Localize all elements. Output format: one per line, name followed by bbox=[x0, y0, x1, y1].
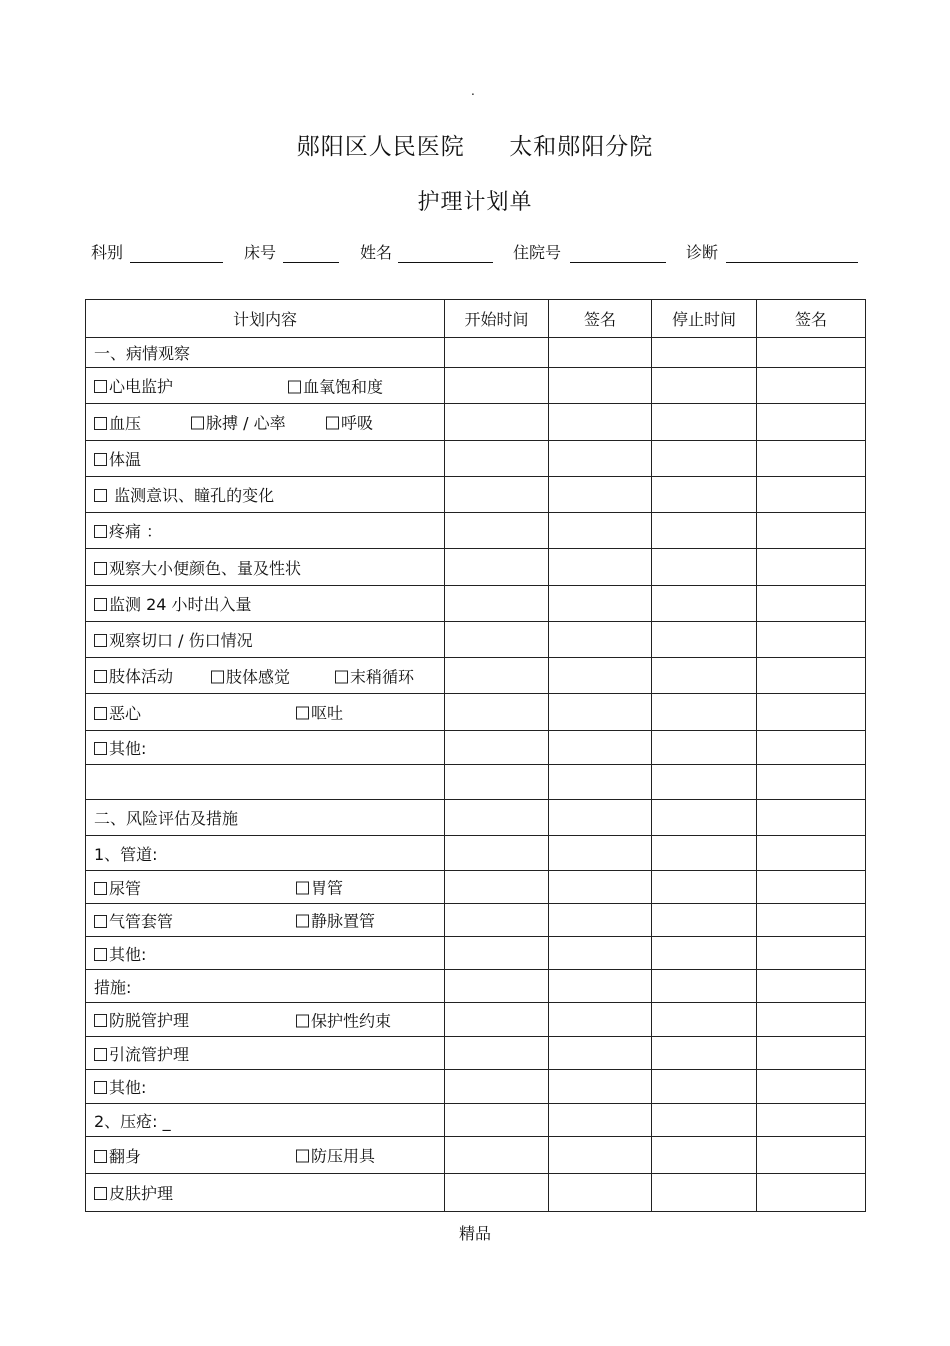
table-row bbox=[86, 658, 866, 694]
col-header-start-time: 开始时间 bbox=[445, 300, 549, 338]
checkbox-icon[interactable] bbox=[288, 380, 301, 393]
signature-cell-2[interactable] bbox=[757, 658, 866, 694]
signature-cell[interactable] bbox=[549, 937, 652, 970]
checkbox-option[interactable] bbox=[94, 519, 162, 542]
stop-time-cell[interactable] bbox=[652, 694, 757, 731]
table-header-row bbox=[86, 300, 866, 338]
top-dot-mark: . bbox=[471, 84, 475, 98]
signature-cell[interactable] bbox=[549, 1137, 652, 1174]
signature-cell-2[interactable] bbox=[757, 622, 866, 658]
start-time-cell[interactable] bbox=[445, 477, 549, 513]
signature-cell[interactable] bbox=[549, 765, 652, 800]
field-label-diagnosis: 诊断 bbox=[686, 243, 719, 262]
plan-content-cell bbox=[86, 871, 445, 904]
signature-cell[interactable] bbox=[549, 658, 652, 694]
signature-cell[interactable] bbox=[549, 1070, 652, 1104]
table-row bbox=[86, 1104, 866, 1137]
signature-cell-2[interactable] bbox=[757, 549, 866, 586]
plan-content-cell bbox=[86, 1070, 445, 1104]
checkbox-icon[interactable] bbox=[94, 915, 107, 928]
plan-content-cell bbox=[86, 441, 445, 477]
signature-cell[interactable] bbox=[549, 549, 652, 586]
signature-cell[interactable] bbox=[549, 368, 652, 404]
plan-content-cell bbox=[86, 904, 445, 937]
checkbox-label: 皮肤护理 bbox=[109, 1184, 174, 1203]
checkbox-icon[interactable] bbox=[296, 915, 309, 928]
checkbox-label: 其他: bbox=[109, 944, 147, 964]
plan-content-cell bbox=[86, 658, 445, 694]
table-row bbox=[86, 871, 866, 904]
plan-content-cell bbox=[86, 338, 445, 368]
start-time-cell[interactable] bbox=[445, 1037, 549, 1070]
checkbox-label: 体温 bbox=[109, 450, 142, 469]
checkbox-label: 防脱管护理 bbox=[109, 1011, 190, 1030]
col-header-plan-content: 计划内容 bbox=[86, 300, 445, 338]
checkbox-option[interactable] bbox=[94, 736, 146, 759]
start-time-cell[interactable] bbox=[445, 1137, 549, 1174]
start-time-cell[interactable] bbox=[445, 871, 549, 904]
signature-cell[interactable] bbox=[549, 1104, 652, 1137]
stop-time-cell[interactable] bbox=[652, 1037, 757, 1070]
field-label-admission-no: 住院号 bbox=[513, 243, 562, 262]
start-time-cell[interactable] bbox=[445, 765, 549, 800]
table-row bbox=[86, 338, 866, 368]
signature-cell-2[interactable] bbox=[757, 731, 866, 765]
stop-time-cell[interactable] bbox=[652, 871, 757, 904]
signature-cell-2[interactable] bbox=[757, 586, 866, 622]
form-title: 护理计划单 bbox=[417, 190, 533, 215]
start-time-cell[interactable] bbox=[445, 1003, 549, 1037]
start-time-cell[interactable] bbox=[445, 904, 549, 937]
name-blank[interactable] bbox=[398, 262, 493, 263]
plan-content-cell bbox=[86, 404, 445, 441]
signature-cell-2[interactable] bbox=[757, 477, 866, 513]
stop-time-cell[interactable] bbox=[652, 970, 757, 1003]
signature-cell[interactable] bbox=[549, 836, 652, 871]
checkbox-label: 翻身 bbox=[109, 1146, 142, 1166]
checkbox-label: 防压用具 bbox=[311, 1146, 376, 1166]
stop-time-cell[interactable] bbox=[652, 477, 757, 513]
checkbox-label: 呕吐 bbox=[311, 703, 344, 723]
footer-text: 精品 bbox=[458, 1224, 491, 1243]
checkbox-icon[interactable] bbox=[335, 670, 348, 683]
signature-cell-2[interactable] bbox=[757, 513, 866, 549]
checkbox-icon[interactable] bbox=[94, 417, 107, 430]
start-time-cell[interactable] bbox=[445, 1070, 549, 1104]
table-row bbox=[86, 622, 866, 658]
table-row bbox=[86, 836, 866, 871]
stop-time-cell[interactable] bbox=[652, 1003, 757, 1037]
checkbox-label: 气管套管 bbox=[109, 911, 174, 931]
checkbox-icon[interactable] bbox=[94, 948, 107, 961]
signature-cell[interactable] bbox=[549, 694, 652, 731]
col-header-signature: 签名 bbox=[549, 300, 652, 338]
signature-cell-2[interactable] bbox=[757, 1174, 866, 1212]
start-time-cell[interactable] bbox=[445, 731, 549, 765]
start-time-cell[interactable] bbox=[445, 836, 549, 871]
table-row bbox=[86, 1137, 866, 1174]
stop-time-cell[interactable] bbox=[652, 731, 757, 765]
checkbox-icon[interactable] bbox=[94, 380, 107, 393]
signature-cell[interactable] bbox=[549, 586, 652, 622]
checkbox-option[interactable] bbox=[94, 876, 141, 899]
checkbox-icon[interactable] bbox=[94, 1150, 107, 1163]
checkbox-icon[interactable] bbox=[296, 1014, 309, 1027]
checkbox-option[interactable] bbox=[296, 1008, 391, 1031]
checkbox-label: 其他: bbox=[109, 739, 147, 758]
checkbox-icon[interactable] bbox=[94, 525, 107, 538]
checkbox-option[interactable] bbox=[296, 701, 343, 724]
signature-cell-2[interactable] bbox=[757, 800, 866, 836]
checkbox-option[interactable] bbox=[94, 374, 173, 397]
stop-time-cell[interactable] bbox=[652, 1104, 757, 1137]
table-row bbox=[86, 586, 866, 622]
checkbox-icon[interactable] bbox=[94, 707, 107, 720]
department-blank[interactable] bbox=[130, 262, 223, 263]
bed-blank[interactable] bbox=[283, 262, 339, 263]
checkbox-icon[interactable] bbox=[94, 1048, 107, 1061]
checkbox-option[interactable] bbox=[94, 1075, 146, 1098]
start-time-cell[interactable] bbox=[445, 937, 549, 970]
signature-cell-2[interactable] bbox=[757, 836, 866, 871]
start-time-cell[interactable] bbox=[445, 1174, 549, 1212]
start-time-cell[interactable] bbox=[445, 368, 549, 404]
field-label-bed: 床号 bbox=[244, 243, 277, 262]
signature-cell[interactable] bbox=[549, 1174, 652, 1212]
plan-content-cell bbox=[86, 1174, 445, 1212]
stop-time-cell[interactable] bbox=[652, 937, 757, 970]
checkbox-icon[interactable] bbox=[211, 670, 224, 683]
plan-content-cell bbox=[86, 970, 445, 1003]
checkbox-label: 尿管 bbox=[109, 878, 142, 898]
checkbox-icon[interactable] bbox=[94, 562, 107, 575]
table-row bbox=[86, 404, 866, 441]
diagnosis-blank[interactable] bbox=[726, 262, 858, 263]
signature-cell-2[interactable] bbox=[757, 904, 866, 937]
signature-cell[interactable] bbox=[549, 441, 652, 477]
checkbox-option[interactable] bbox=[335, 664, 414, 687]
signature-cell[interactable] bbox=[549, 1003, 652, 1037]
table-row bbox=[86, 549, 866, 586]
checkbox-option[interactable] bbox=[94, 942, 146, 965]
signature-cell-2[interactable] bbox=[757, 1070, 866, 1104]
start-time-cell[interactable] bbox=[445, 694, 549, 731]
hospital-title: 郧阳区人民医院 太和郧阳分院 bbox=[296, 134, 654, 160]
plan-content-cell bbox=[86, 622, 445, 658]
checkbox-icon[interactable] bbox=[94, 1187, 107, 1200]
plan-content-cell bbox=[86, 368, 445, 404]
signature-cell-2[interactable] bbox=[757, 1003, 866, 1037]
checkbox-icon[interactable] bbox=[296, 707, 309, 720]
checkbox-label: 脉搏 / 心率 bbox=[206, 413, 286, 433]
checkbox-option[interactable] bbox=[94, 1042, 189, 1065]
start-time-cell[interactable] bbox=[445, 441, 549, 477]
start-time-cell[interactable] bbox=[445, 549, 549, 586]
section-label: 2、压疮: _ bbox=[94, 1111, 171, 1131]
stop-time-cell[interactable] bbox=[652, 765, 757, 800]
signature-cell-2[interactable] bbox=[757, 970, 866, 1003]
table-row bbox=[86, 477, 866, 513]
signature-cell-2[interactable] bbox=[757, 441, 866, 477]
section-label: 二、风险评估及措施 bbox=[94, 809, 239, 828]
plan-content-cell bbox=[86, 1104, 445, 1137]
stop-time-cell[interactable] bbox=[652, 622, 757, 658]
signature-cell-2[interactable] bbox=[757, 871, 866, 904]
signature-cell-2[interactable] bbox=[757, 1104, 866, 1137]
stop-time-cell[interactable] bbox=[652, 441, 757, 477]
signature-cell[interactable] bbox=[549, 622, 652, 658]
start-time-cell[interactable] bbox=[445, 622, 549, 658]
stop-time-cell[interactable] bbox=[652, 549, 757, 586]
table-row bbox=[86, 1003, 866, 1037]
stop-time-cell[interactable] bbox=[652, 800, 757, 836]
signature-cell[interactable] bbox=[549, 904, 652, 937]
checkbox-option[interactable] bbox=[296, 909, 375, 932]
plan-content-cell bbox=[86, 694, 445, 731]
plan-content-cell bbox=[86, 765, 445, 800]
plan-content-cell bbox=[86, 549, 445, 586]
signature-cell[interactable] bbox=[549, 477, 652, 513]
checkbox-option[interactable] bbox=[288, 374, 383, 397]
stop-time-cell[interactable] bbox=[652, 338, 757, 368]
checkbox-option[interactable] bbox=[94, 701, 141, 724]
plan-content-cell bbox=[86, 836, 445, 871]
signature-cell-2[interactable] bbox=[757, 404, 866, 441]
signature-cell[interactable] bbox=[549, 800, 652, 836]
section-label: 1、管道: bbox=[94, 844, 158, 864]
checkbox-label: 静脉置管 bbox=[311, 911, 376, 931]
stop-time-cell[interactable] bbox=[652, 368, 757, 404]
signature-cell-2[interactable] bbox=[757, 694, 866, 731]
table-row bbox=[86, 513, 866, 549]
checkbox-option[interactable] bbox=[94, 592, 252, 615]
checkbox-option[interactable] bbox=[94, 556, 301, 579]
checkbox-icon[interactable] bbox=[296, 1150, 309, 1163]
checkbox-label: 其他: bbox=[109, 1078, 147, 1097]
plan-content-cell bbox=[86, 477, 445, 513]
checkbox-option[interactable] bbox=[94, 447, 141, 470]
table-row bbox=[86, 441, 866, 477]
table-row bbox=[86, 1070, 866, 1104]
checkbox-icon[interactable] bbox=[94, 598, 107, 611]
checkbox-icon[interactable] bbox=[94, 489, 107, 502]
checkbox-label: 血氧饱和度 bbox=[303, 377, 384, 396]
col-header-signature-2: 签名 bbox=[757, 300, 866, 338]
plan-content-cell bbox=[86, 1037, 445, 1070]
checkbox-icon[interactable] bbox=[94, 882, 107, 895]
field-label-name: 姓名 bbox=[360, 243, 393, 262]
table-row bbox=[86, 1174, 866, 1212]
table-row bbox=[86, 765, 866, 800]
start-time-cell[interactable] bbox=[445, 586, 549, 622]
start-time-cell[interactable] bbox=[445, 658, 549, 694]
signature-cell[interactable] bbox=[549, 404, 652, 441]
stop-time-cell[interactable] bbox=[652, 586, 757, 622]
checkbox-icon[interactable] bbox=[94, 634, 107, 647]
checkbox-label: 心电监护 bbox=[109, 377, 174, 396]
checkbox-option[interactable] bbox=[211, 664, 290, 687]
checkbox-icon[interactable] bbox=[326, 417, 339, 430]
table-row bbox=[86, 937, 866, 970]
checkbox-option[interactable] bbox=[94, 1144, 141, 1167]
checkbox-label: 恶心 bbox=[109, 703, 142, 723]
signature-cell-2[interactable] bbox=[757, 368, 866, 404]
checkbox-option[interactable] bbox=[296, 876, 343, 899]
stop-time-cell[interactable] bbox=[652, 513, 757, 549]
checkbox-option[interactable] bbox=[94, 483, 274, 506]
checkbox-option[interactable] bbox=[94, 1181, 173, 1204]
checkbox-label: 观察切口 / 伤口情况 bbox=[109, 631, 253, 650]
stop-time-cell[interactable] bbox=[652, 658, 757, 694]
checkbox-icon[interactable] bbox=[191, 417, 204, 430]
section-label: 措施: bbox=[94, 977, 132, 997]
checkbox-option[interactable] bbox=[296, 1144, 375, 1167]
checkbox-option[interactable] bbox=[326, 411, 373, 434]
checkbox-label: 胃管 bbox=[311, 878, 344, 898]
start-time-cell[interactable] bbox=[445, 404, 549, 441]
stop-time-cell[interactable] bbox=[652, 904, 757, 937]
checkbox-label: 引流管护理 bbox=[109, 1044, 190, 1064]
checkbox-label: 血压 bbox=[109, 413, 142, 433]
plan-content-cell bbox=[86, 1003, 445, 1037]
checkbox-label: 监测 24 小时出入量 bbox=[109, 595, 252, 614]
plan-content-cell bbox=[86, 800, 445, 836]
signature-cell[interactable] bbox=[549, 1037, 652, 1070]
checkbox-label: 监测意识、瞳孔的变化 bbox=[109, 486, 275, 505]
plan-content-cell bbox=[86, 586, 445, 622]
table-row bbox=[86, 800, 866, 836]
checkbox-option[interactable] bbox=[94, 909, 173, 932]
signature-cell[interactable] bbox=[549, 338, 652, 368]
table-row bbox=[86, 694, 866, 731]
plan-content-cell bbox=[86, 513, 445, 549]
table-row bbox=[86, 731, 866, 765]
start-time-cell[interactable] bbox=[445, 970, 549, 1003]
signature-cell-2[interactable] bbox=[757, 937, 866, 970]
signature-cell[interactable] bbox=[549, 731, 652, 765]
stop-time-cell[interactable] bbox=[652, 404, 757, 441]
signature-cell[interactable] bbox=[549, 970, 652, 1003]
checkbox-label: 呼吸 bbox=[341, 413, 374, 433]
checkbox-icon[interactable] bbox=[94, 1081, 107, 1094]
checkbox-label: 肢体感觉 bbox=[226, 667, 291, 686]
table-row bbox=[86, 1037, 866, 1070]
field-label-department: 科别 bbox=[91, 243, 124, 262]
start-time-cell[interactable] bbox=[445, 513, 549, 549]
checkbox-icon[interactable] bbox=[94, 742, 107, 755]
table-row bbox=[86, 368, 866, 404]
stop-time-cell[interactable] bbox=[652, 836, 757, 871]
signature-cell-2[interactable] bbox=[757, 765, 866, 800]
checkbox-label: 肢体活动 bbox=[109, 667, 174, 686]
checkbox-label: 疼痛 ： bbox=[109, 522, 163, 541]
nursing-plan-table bbox=[85, 299, 866, 1212]
checkbox-icon[interactable] bbox=[94, 1014, 107, 1027]
plan-content-cell bbox=[86, 937, 445, 970]
checkbox-icon[interactable] bbox=[94, 670, 107, 683]
table-row bbox=[86, 904, 866, 937]
checkbox-option[interactable] bbox=[94, 664, 173, 687]
signature-cell-2[interactable] bbox=[757, 1137, 866, 1174]
checkbox-option[interactable] bbox=[94, 628, 253, 651]
signature-cell-2[interactable] bbox=[757, 338, 866, 368]
checkbox-option[interactable] bbox=[94, 411, 141, 434]
stop-time-cell[interactable] bbox=[652, 1070, 757, 1104]
checkbox-label: 观察大小便颜色、量及性状 bbox=[109, 558, 302, 578]
start-time-cell[interactable] bbox=[445, 1104, 549, 1137]
signature-cell-2[interactable] bbox=[757, 1037, 866, 1070]
col-header-stop-time: 停止时间 bbox=[652, 300, 757, 338]
checkbox-icon[interactable] bbox=[94, 453, 107, 466]
plan-content-cell bbox=[86, 731, 445, 765]
checkbox-option[interactable] bbox=[94, 1008, 189, 1031]
plan-content-cell bbox=[86, 1137, 445, 1174]
stop-time-cell[interactable] bbox=[652, 1174, 757, 1212]
checkbox-icon[interactable] bbox=[296, 882, 309, 895]
checkbox-label: 末稍循环 bbox=[350, 667, 415, 686]
stop-time-cell[interactable] bbox=[652, 1137, 757, 1174]
signature-cell[interactable] bbox=[549, 871, 652, 904]
signature-cell[interactable] bbox=[549, 513, 652, 549]
start-time-cell[interactable] bbox=[445, 800, 549, 836]
start-time-cell[interactable] bbox=[445, 338, 549, 368]
table-row bbox=[86, 970, 866, 1003]
admission-no-blank[interactable] bbox=[570, 262, 666, 263]
checkbox-label: 保护性约束 bbox=[311, 1011, 392, 1030]
checkbox-option[interactable] bbox=[191, 411, 286, 434]
section-label: 一、病情观察 bbox=[94, 344, 191, 363]
